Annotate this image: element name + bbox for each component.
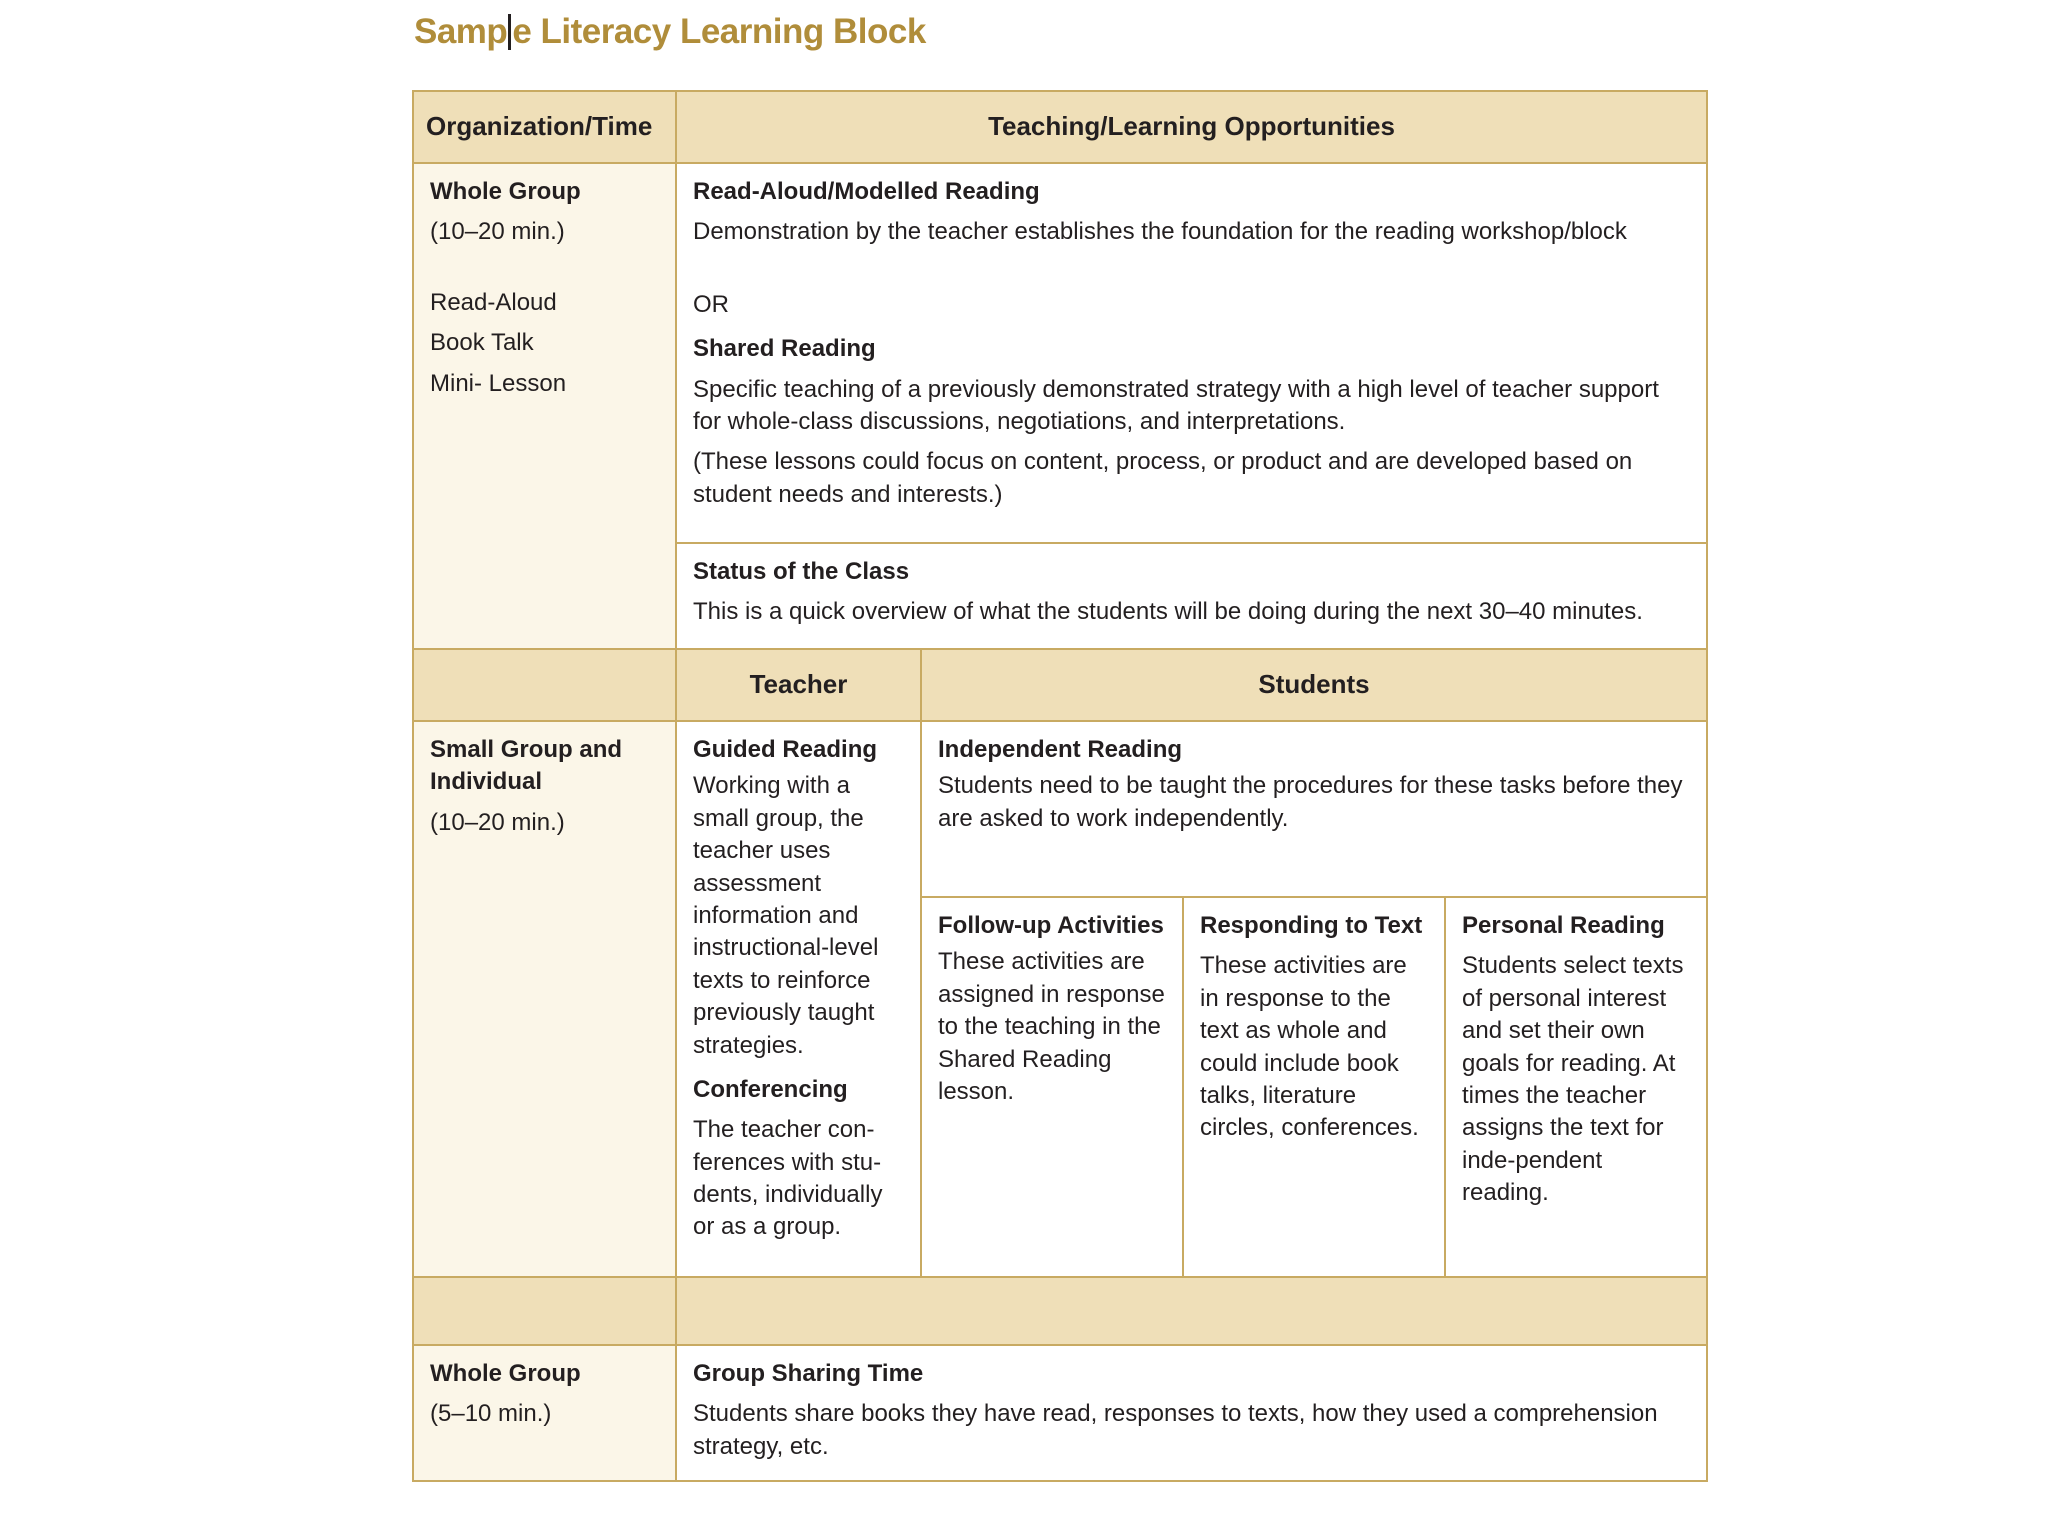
- table-row-small-group-a: [413, 721, 1707, 897]
- header-teaching-learning: Teaching/Learning Opportunities: [676, 91, 1707, 163]
- personal-reading-text: Students select texts of personal interest and set their own goals for reading. At times the teacher assigns the text for inde-pendent reading.: [1462, 952, 1684, 1207]
- cell-guided-conferencing: [676, 721, 921, 1277]
- org-item-mini-lesson: Mini- Lesson: [430, 369, 567, 397]
- group-sharing-heading: Group Sharing Time: [693, 1360, 924, 1387]
- org-cell-whole-group-2: [413, 1345, 676, 1481]
- shared-reading-heading: Shared Reading: [693, 335, 876, 363]
- status-heading: Status of the Class: [693, 558, 910, 585]
- org-time: (10–20 min.): [430, 808, 565, 836]
- cell-follow-up: [921, 897, 1183, 1277]
- cell-group-sharing: [676, 1345, 1707, 1481]
- subheader-teacher: Teacher: [676, 649, 921, 721]
- band-cell-left: [413, 1277, 676, 1345]
- conferencing-heading: Conferencing: [693, 1075, 848, 1103]
- shared-reading-note: (These lessons could focus on content, process, or product and are developed based on student needs and interests.): [693, 448, 1633, 508]
- or-text: OR: [693, 290, 729, 318]
- header-org-time: Organization/Time: [413, 91, 676, 163]
- group-sharing-text: Students share books they have read, responses to texts, how they used a comprehension strategy, etc.: [693, 1400, 1658, 1460]
- cell-independent-reading: [921, 721, 1707, 897]
- literacy-block-table: [412, 90, 1708, 1482]
- subheader-empty: [413, 649, 676, 721]
- cell-status-of-class: [676, 543, 1707, 649]
- read-aloud-heading: Read-Aloud/Modelled Reading: [693, 178, 1040, 205]
- org-label: Whole Group: [430, 1360, 581, 1387]
- org-label: Small Group and Individual: [430, 736, 623, 796]
- independent-reading-text: Students need to be taught the procedures for these tasks before they are asked to work independently.: [938, 772, 1683, 832]
- org-item-read-aloud: Read-Aloud: [430, 288, 557, 316]
- independent-reading-heading: Independent Reading: [938, 736, 1183, 763]
- cell-responding-to-text: [1183, 897, 1445, 1277]
- cell-read-aloud-shared: [676, 163, 1707, 543]
- guided-reading-text: Working with a small group, the teacher uses assessment information and instructional-level texts to reinforce previously taught strategies.: [693, 772, 879, 1059]
- responding-text: These activities are in response to the text as whole and could include book talks, literature circles, conferences.: [1200, 952, 1419, 1142]
- org-label: Whole Group: [430, 178, 581, 205]
- table-row-whole-group-2: [413, 1345, 1707, 1481]
- org-cell-small-group: [413, 721, 676, 1277]
- table-subheader-row: [413, 649, 1707, 721]
- table-band-row: [413, 1277, 1707, 1345]
- title-part-1: Samp: [414, 12, 508, 51]
- subheader-students: Students: [921, 649, 1707, 721]
- read-aloud-text: Demonstration by the teacher establishes the foundation for the reading workshop/block: [693, 218, 1627, 246]
- org-cell-whole-group-1: [413, 163, 676, 649]
- band-cell-right: [676, 1277, 1707, 1345]
- status-text: This is a quick overview of what the students will be doing during the next 30–40 minutes.: [693, 598, 1643, 626]
- responding-heading: Responding to Text: [1200, 912, 1423, 939]
- follow-up-heading: Follow-up Activities: [938, 912, 1164, 939]
- personal-reading-heading: Personal Reading: [1462, 912, 1665, 939]
- title-part-2: e Literacy Learning Block: [512, 12, 926, 51]
- org-item-book-talk: Book Talk: [430, 329, 534, 357]
- text-cursor: [508, 14, 511, 50]
- org-time: (10–20 min.): [430, 218, 565, 246]
- conferencing-text: The teacher con-ferences with stu-dents, individually or as a group.: [693, 1116, 883, 1241]
- page-title: [414, 12, 926, 52]
- shared-reading-text: Specific teaching of a previously demonstrated strategy with a high level of teacher support for whole-class discussions, negotiations, and interpretations.: [693, 375, 1659, 435]
- org-time: (5–10 min.): [430, 1400, 552, 1428]
- guided-reading-heading: Guided Reading: [693, 736, 878, 763]
- follow-up-text: These activities are assigned in response to the teaching in the Shared Reading lesson.: [938, 948, 1165, 1105]
- table-row-whole-group-1a: [413, 163, 1707, 543]
- table-header-row: [413, 91, 1707, 163]
- cell-personal-reading: [1445, 897, 1707, 1277]
